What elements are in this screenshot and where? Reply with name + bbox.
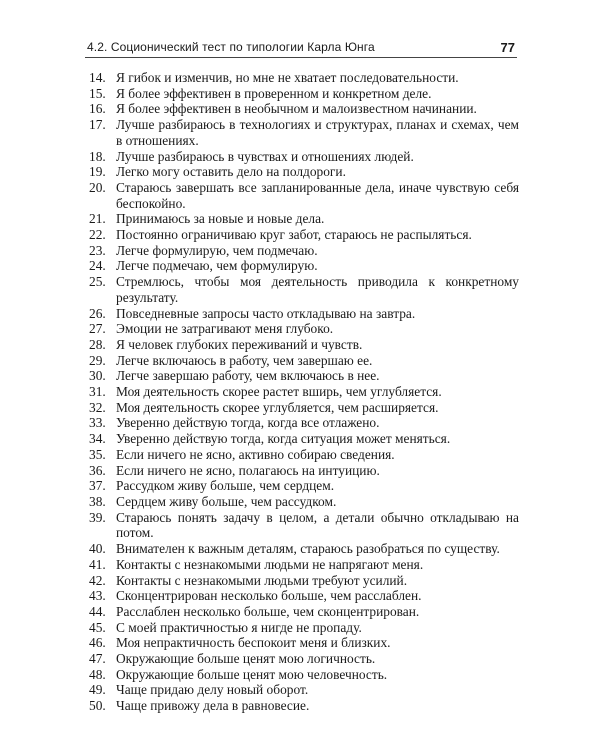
item-text: Контакты с незнакомыми людьми требуют усилий. — [116, 572, 408, 588]
list-item — [89, 447, 519, 463]
item-text: Повседневные запросы часто откладываю на завтра. — [116, 305, 416, 321]
item-number: 31. — [89, 384, 106, 400]
item-text: Если ничего не ясно, полагаюсь на интуицию. — [116, 462, 380, 478]
list-item — [89, 86, 519, 102]
item-text: Стараюсь понять задачу в целом, а детали обычно откладываю на потом. — [116, 509, 519, 541]
chapter-title: 4.2. Соционический тест по типологии Карла Юнга — [87, 40, 375, 54]
item-text: Легче включаюсь в работу, чем завершаю ее. — [116, 352, 373, 368]
item-number: 21. — [89, 211, 106, 227]
list-item — [89, 211, 519, 227]
item-text: Моя непрактичность беспокоит меня и близких. — [116, 635, 391, 651]
item-text: Чаще привожу дела в равновесие. — [116, 698, 310, 714]
list-item — [89, 682, 519, 698]
list-item — [89, 149, 519, 165]
item-text: С моей практичностью я нигде не пропаду. — [116, 619, 362, 635]
item-text: Я более эффективен в проверенном и конкретном деле. — [116, 85, 432, 101]
item-number: 14. — [89, 70, 106, 85]
item-text: Я человек глубоких переживаний и чувств. — [116, 336, 363, 352]
list-item — [89, 541, 519, 557]
item-text: Легче завершаю работу, чем включаюсь в нее. — [116, 368, 380, 384]
list-item — [89, 463, 519, 479]
item-text: Сконцентрирован несколько больше, чем расслаблен. — [116, 588, 422, 604]
item-number: 34. — [89, 431, 106, 447]
item-text: Постоянно ограничиваю круг забот, стараюсь не распыляться. — [116, 227, 472, 243]
list-item — [89, 384, 519, 400]
item-text: Стремлюсь, чтобы моя деятельность приводила к конкретному результату. — [116, 274, 519, 305]
item-number: 43. — [89, 588, 106, 604]
list-item — [89, 258, 519, 274]
item-text: Окружающие больше ценят мою логичность. — [116, 651, 376, 667]
item-number: 25. — [89, 274, 106, 290]
list-item — [89, 415, 519, 431]
item-number: 19. — [89, 164, 106, 180]
list-item — [89, 227, 519, 243]
item-text: Лучше разбираюсь в чувствах и отношениях людей. — [116, 148, 414, 164]
item-number: 40. — [89, 541, 106, 557]
item-text: Уверенно действую тогда, когда ситуация может меняться. — [116, 431, 451, 447]
list-item — [89, 557, 519, 573]
list-item — [89, 306, 519, 322]
item-number: 20. — [89, 179, 106, 195]
item-number: 49. — [89, 682, 106, 698]
list-item — [89, 101, 519, 117]
item-number: 27. — [89, 321, 106, 337]
list-item — [89, 667, 519, 683]
list-item — [89, 337, 519, 353]
list-item — [89, 620, 519, 636]
item-text: Легче формулирую, чем подмечаю. — [116, 242, 318, 258]
list-item — [89, 604, 519, 620]
item-number: 33. — [89, 415, 106, 431]
item-number: 36. — [89, 462, 106, 478]
list-item — [89, 180, 519, 211]
list-item — [89, 494, 519, 510]
item-number: 39. — [89, 509, 106, 525]
item-text: Моя деятельность скорее углубляется, чем расширяется. — [116, 399, 439, 415]
list-item — [89, 478, 519, 494]
item-number: 15. — [89, 85, 106, 101]
item-number: 30. — [89, 368, 106, 384]
list-item — [89, 70, 519, 86]
list-item — [89, 368, 519, 384]
item-number: 22. — [89, 227, 106, 243]
item-text: Эмоции не затрагивают меня глубоко. — [116, 321, 334, 337]
item-number: 50. — [89, 698, 106, 714]
item-text: Рассудком живу больше, чем сердцем. — [116, 478, 335, 494]
item-text: Внимателен к важным деталям, стараюсь разобраться по существу. — [116, 541, 500, 557]
item-number: 44. — [89, 603, 106, 619]
item-text: Я более эффективен в необычном и малоизвестном начинании. — [116, 101, 477, 117]
item-number: 28. — [89, 336, 106, 352]
item-number: 46. — [89, 635, 106, 651]
list-item — [89, 588, 519, 604]
item-number: 32. — [89, 399, 106, 415]
item-number: 42. — [89, 572, 106, 588]
item-text: Если ничего не ясно, активно собираю сведения. — [116, 446, 395, 462]
item-number: 48. — [89, 666, 106, 682]
page-number: 77 — [500, 40, 515, 55]
item-number: 35. — [89, 446, 106, 462]
list-item — [89, 164, 519, 180]
item-text: Контакты с незнакомыми людьми не напрягают меня. — [116, 556, 424, 572]
list-item — [89, 651, 519, 667]
item-text: Сердцем живу больше, чем рассудком. — [116, 493, 337, 509]
item-text: Лучше разбираюсь в технологиях и структурах, планах и схемах, чем в отношениях. — [116, 117, 519, 148]
item-text: Легко могу оставить дело на полдороги. — [116, 164, 346, 180]
item-number: 23. — [89, 242, 106, 258]
item-text: Моя деятельность скорее растет вширь, чем углубляется. — [116, 384, 442, 400]
item-number: 38. — [89, 493, 106, 509]
item-number: 26. — [89, 305, 106, 321]
list-item — [89, 431, 519, 447]
item-text: Чаще придаю делу новый оборот. — [116, 682, 309, 698]
list-item — [89, 274, 519, 305]
list-item — [89, 698, 519, 714]
item-number: 41. — [89, 556, 106, 572]
list-item — [89, 321, 519, 337]
item-number: 16. — [89, 101, 106, 117]
item-number: 17. — [89, 117, 106, 133]
list-item — [89, 353, 519, 369]
questionnaire-list — [89, 70, 519, 714]
item-number: 45. — [89, 619, 106, 635]
item-number: 29. — [89, 352, 106, 368]
running-header — [85, 37, 517, 58]
list-item — [89, 635, 519, 651]
list-item — [89, 510, 519, 541]
list-item — [89, 573, 519, 589]
item-text: Окружающие больше ценят мою человечность. — [116, 666, 388, 682]
list-item — [89, 117, 519, 148]
item-number: 24. — [89, 258, 106, 274]
item-text: Я гибок и изменчив, но мне не хватает последовательности. — [116, 70, 459, 85]
item-text: Расслаблен несколько больше, чем сконцентрирован. — [116, 603, 420, 619]
item-text: Стараюсь завершать все запланированные дела, иначе чувствую себя беспокойно. — [116, 179, 519, 211]
list-item — [89, 400, 519, 416]
item-number: 47. — [89, 651, 106, 667]
item-text: Легче подмечаю, чем формулирую. — [116, 258, 318, 274]
list-item — [89, 243, 519, 259]
item-text: Принимаюсь за новые и новые дела. — [116, 211, 325, 227]
item-number: 18. — [89, 148, 106, 164]
item-text: Уверенно действую тогда, когда все отлажено. — [116, 415, 380, 431]
item-number: 37. — [89, 478, 106, 494]
